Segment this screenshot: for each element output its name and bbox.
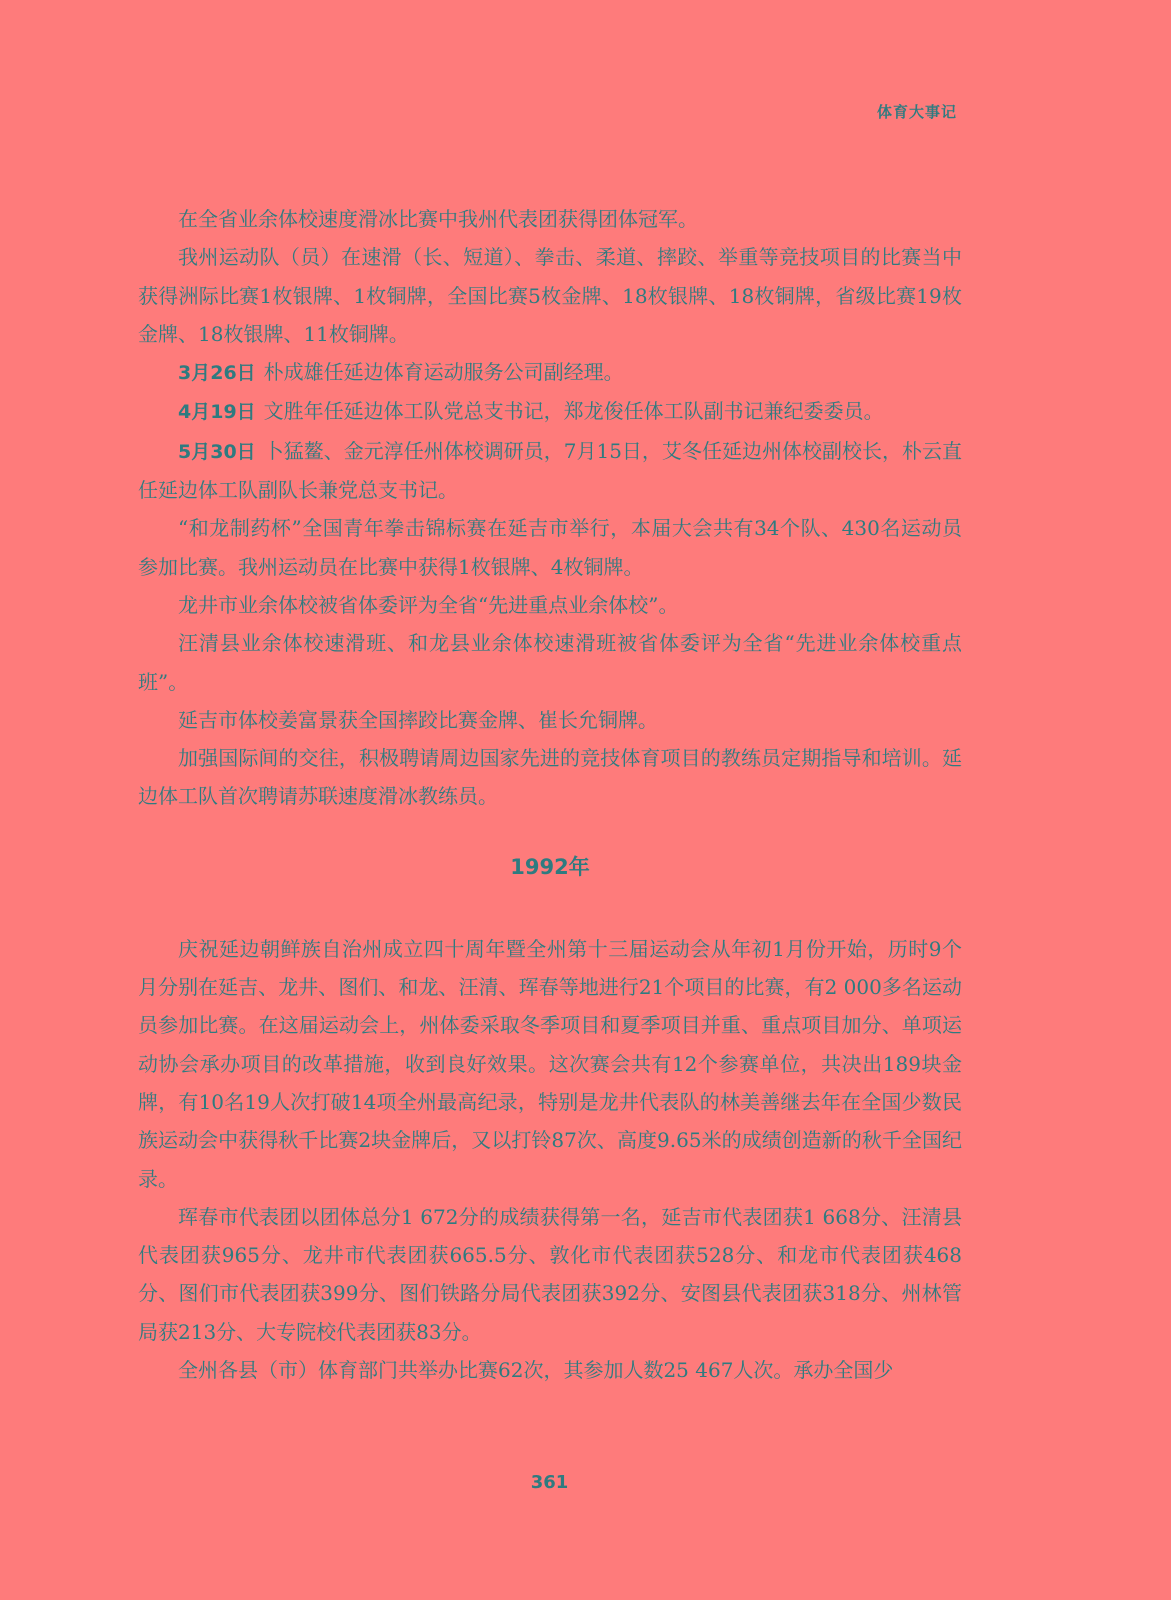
paragraph [138, 586, 962, 624]
paragraph [138, 930, 962, 1198]
entry-date: 5月30日 [178, 440, 256, 463]
paragraph-text: 全州各县（市）体育部门共举办比赛62次，其参加人数25 467人次。承办全国少 [178, 1358, 894, 1383]
paragraph-text: 庆祝延边朝鲜族自治州成立四十周年暨全州第十三届运动会从年初1月份开始，历时9个月分别在延吉、龙井、图们、和龙、汪清、珲春等地进行21个项目的比赛，有2 000多名运动员参加比赛。在这届运动会上，州体委采取冬季项目和夏季项目并重、重点项目加分、单项运动协会承办项目的改革措施，收到良好效果。这次赛会共有12个参赛单位，共决出189块金牌，有10名19人次打破14项全州最高纪录，特别是龙井代表队的林美善继去年在全国少数民族运动会中获得秋千比赛2块金牌后，又以打铃87次、高度9.65米的成绩创造新的秋千全国纪录。 [138, 936, 962, 1191]
entry-date: 3月26日 [178, 362, 256, 385]
paragraph-text: 延吉市体校姜富景获全国摔跤比赛金牌、崔长允铜牌。 [178, 707, 658, 732]
dated-entry [138, 392, 962, 431]
dated-entry [138, 353, 962, 392]
paragraph-text: 文胜年任延边体工队党总支书记，郑龙俊任体工队副书记兼纪委委员。 [263, 399, 884, 424]
paragraph-text: 加强国际间的交往，积极聘请周边国家先进的竞技体育项目的教练员定期指导和培训。延边体工队首次聘请苏联速度滑冰教练员。 [138, 746, 962, 809]
year-heading: 1992年 [510, 854, 590, 879]
paragraph-text: 在全省业余体校速度滑冰比赛中我州代表团获得团体冠军。 [178, 207, 698, 231]
paragraph-text: 汪清县业余体校速滑班、和龙县业余体校速滑班被省体委评为全省“先进业余体校重点班”。 [138, 631, 962, 694]
paragraph-text: 卜猛鳌、金元淳任州体校调研员，7月15日，艾冬任延边州体校副校长，朴云直任延边体工队副队长兼党总支书记。 [138, 438, 962, 503]
paragraph-text: 朴成雄任延边体育运动服务公司副经理。 [263, 360, 624, 385]
paragraph [138, 238, 962, 353]
body-text [138, 200, 962, 1389]
paragraph-text: 珲春市代表团以团体总分1 672分的成绩获得第一名，延吉市代表团获1 668分、汪清县代表团获965分、龙井市代表团获665.5分、敦化市代表团获528分、和龙市代表团获468分、图们市代表团获399分、图们铁路分局代表团获392分、安图县代表团获318分、州林管局获213分、大专院校代表团获83分。 [138, 1204, 962, 1344]
entry-date: 4月19日 [178, 401, 256, 424]
paragraph-text: “和龙制药杯”全国青年拳击锦标赛在延吉市举行，本届大会共有34个队、430名运动员参加比赛。我州运动员在比赛中获得1枚银牌、4枚铜牌。 [138, 516, 962, 579]
paragraph-text: 我州运动队（员）在速滑（长、短道）、拳击、柔道、摔跤、举重等竞技项目的比赛当中获得洲际比赛1枚银牌、1枚铜牌，全国比赛5枚金牌、18枚银牌、18枚铜牌，省级比赛19枚金牌、18枚银牌、11枚铜牌。 [138, 245, 962, 346]
paragraph [138, 200, 962, 238]
paragraph [138, 624, 962, 701]
dated-entry [138, 432, 962, 510]
page-number: 361 [530, 1472, 569, 1493]
paragraph-text: 龙井市业余体校被省体委评为全省“先进重点业余体校”。 [178, 592, 679, 617]
running-header: 体育大事记 [876, 103, 957, 121]
paragraph [138, 1351, 962, 1389]
paragraph [138, 1198, 962, 1351]
paragraph [138, 739, 962, 816]
paragraph [138, 509, 962, 586]
paragraph [138, 701, 962, 739]
